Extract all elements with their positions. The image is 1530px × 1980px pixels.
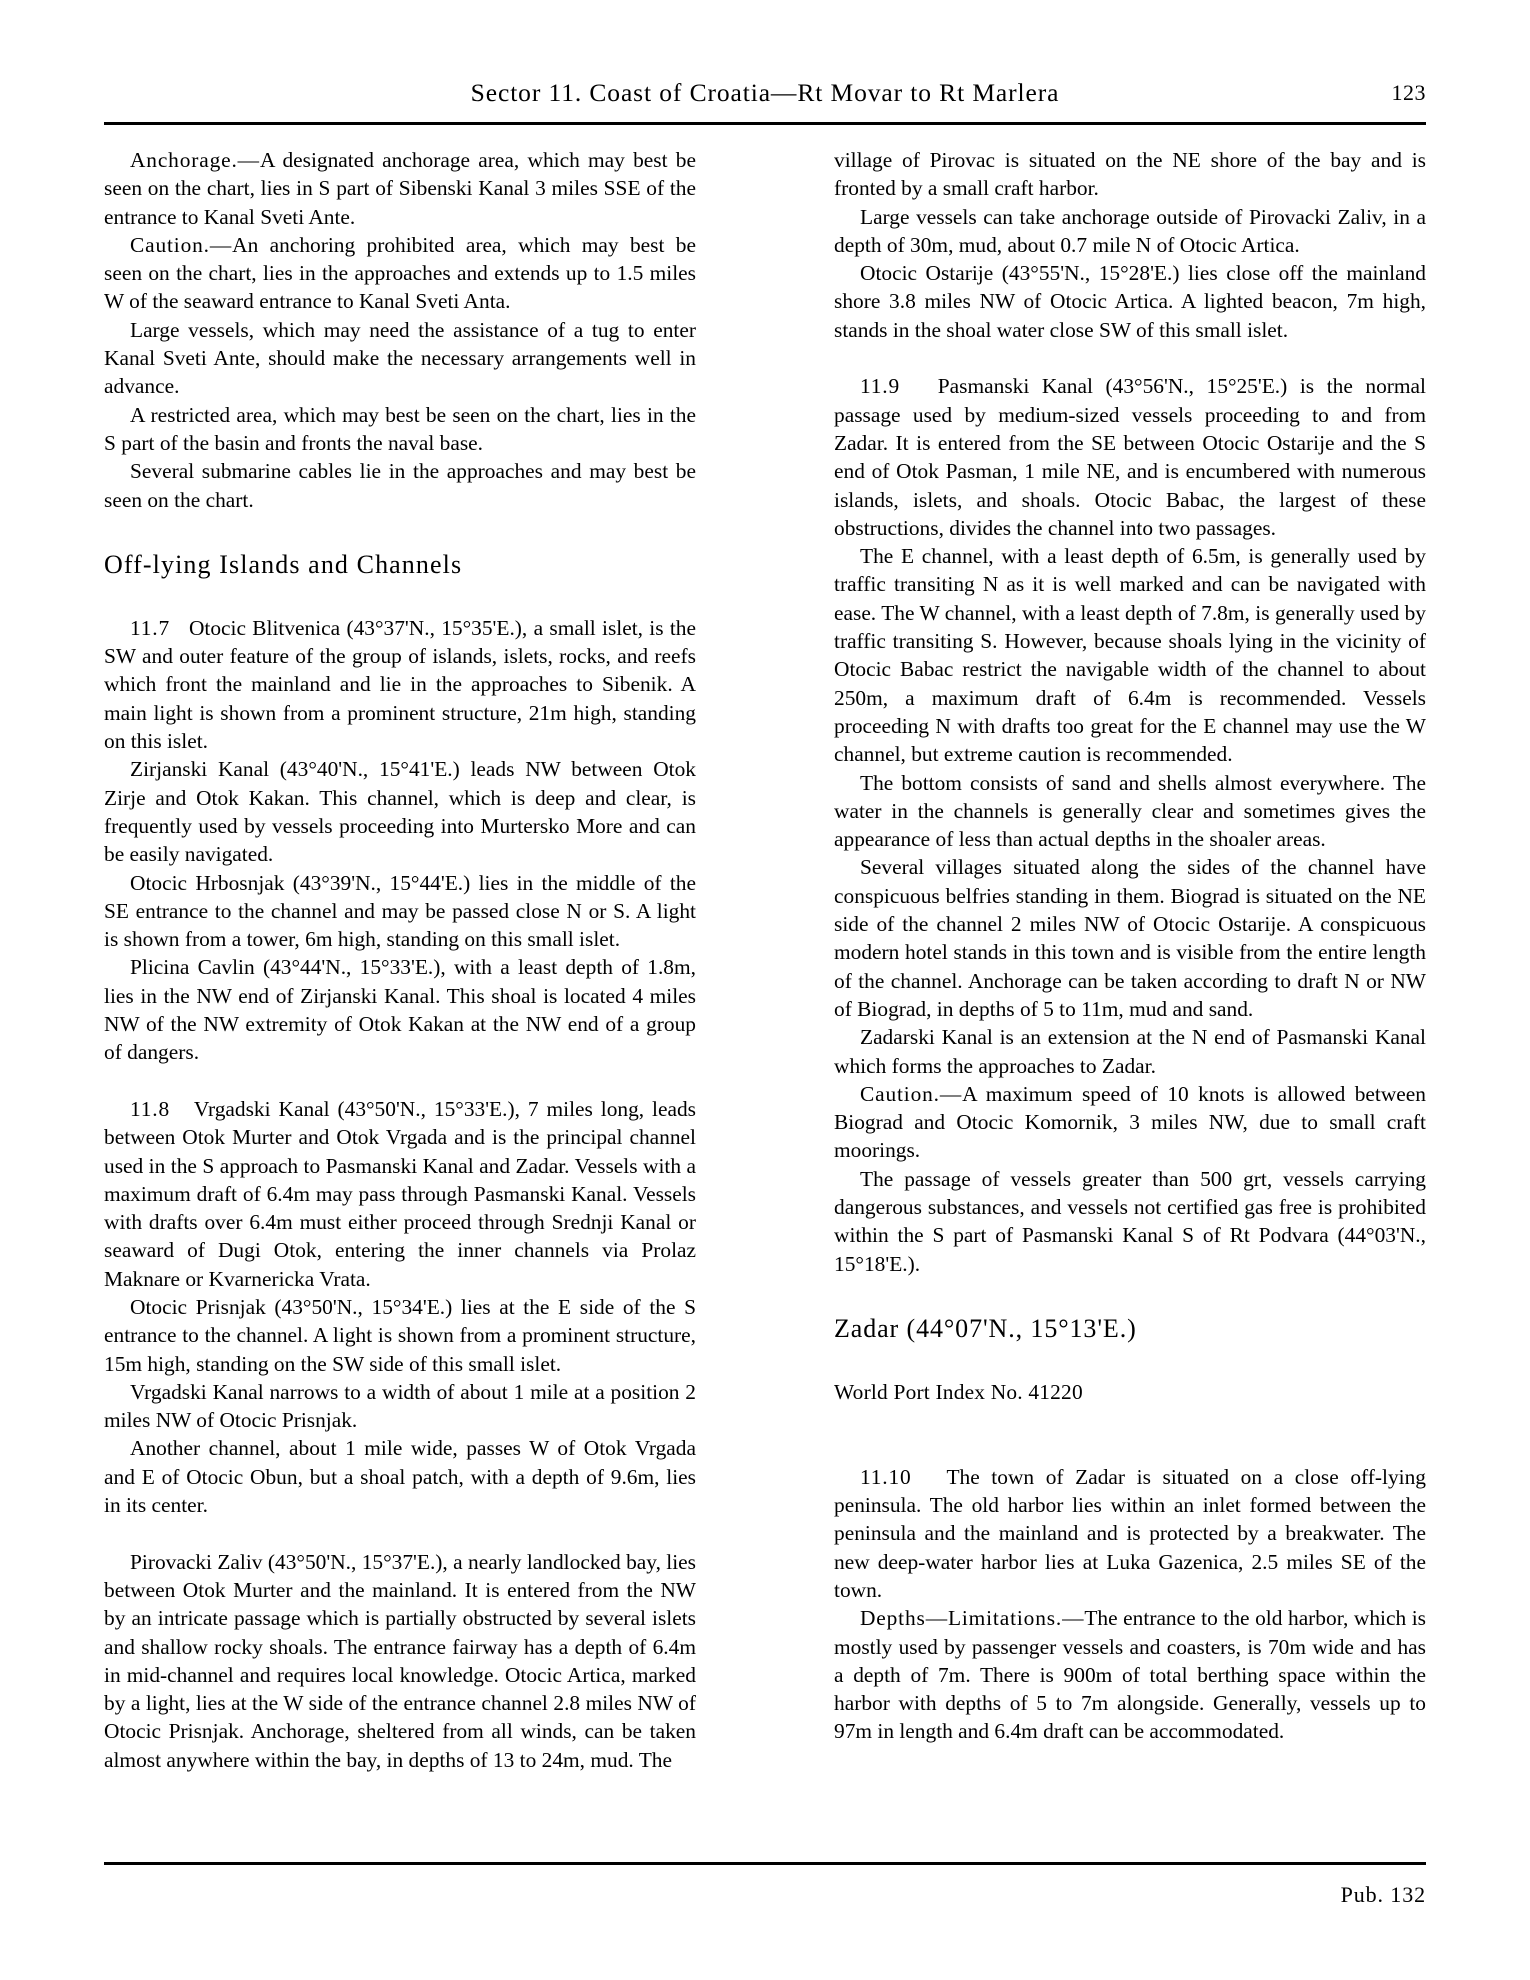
- paragraph-text: Zadarski Kanal is an extension at the N end of Pasmanski Kanal which forms the approaches to Zadar.: [834, 1025, 1426, 1078]
- body-columns: [104, 146, 1426, 1846]
- paragraph: [834, 1604, 1426, 1745]
- paragraph: [834, 372, 1426, 542]
- paragraph: [104, 231, 696, 316]
- paragraph: [104, 401, 696, 458]
- paragraph-number: 11.9: [860, 374, 901, 399]
- paragraph-text: Otocic Prisnjak (43°50'N., 15°34'E.) lies at the E side of the S entrance to the channel. A light is shown from a prominent structure, 15m high, standing on the SW side of this small islet.: [104, 1294, 696, 1376]
- header-rule: [104, 122, 1426, 125]
- right-column: [834, 146, 1426, 1846]
- paragraph: [104, 146, 696, 231]
- spacer: [834, 1346, 1426, 1378]
- paragraph-text: Vrgadski Kanal narrows to a width of about 1 mile at a position 2 miles NW of Otocic Prisnjak.: [104, 1379, 696, 1433]
- paragraph: [834, 1463, 1426, 1604]
- spacer: [104, 582, 696, 614]
- paragraph: [834, 853, 1426, 1023]
- paragraph: [834, 146, 1426, 203]
- paragraph-text: Several submarine cables lie in the approaches and may best be seen on the chart.: [104, 459, 696, 512]
- paragraph: [104, 1095, 696, 1293]
- paragraph-text: Large vessels can take anchorage outside of Pirovacki Zaliv, in a depth of 30m, mud, about 0.7 mile N of Otocic Artica.: [834, 204, 1426, 257]
- paragraph: [834, 203, 1426, 260]
- paragraph: [834, 769, 1426, 854]
- paragraph-text: A designated anchorage area, which may best be seen on the chart, lies in S part of Sibenski Kanal 3 miles SSE of the entrance to Kanal Sveti Ante.: [104, 148, 696, 229]
- port-heading: Zadar (44°07'N., 15°13'E.): [834, 1313, 1137, 1343]
- paragraph-text: A maximum speed of 10 knots is allowed between Biograd and Otocic Komornik, 3 miles NW, due to small craft moorings.: [834, 1081, 1426, 1163]
- paragraph: [104, 316, 696, 401]
- paragraph-text: Otocic Blitvenica (43°37'N., 15°35'E.), a small islet, is the SW and outer feature of the group of islands, islets, rocks, and reefs which front the mainland and lie in the approaches to Sibenik. A main light is shown from a prominent structure, 21m high, standing on this islet.: [104, 615, 696, 754]
- spacer: [104, 1067, 696, 1095]
- world-port-index: World Port Index No. 41220: [834, 1379, 1083, 1404]
- paragraph-leadin: Depths—Limitations.—: [860, 1606, 1085, 1631]
- paragraph: [834, 1080, 1426, 1165]
- paragraph: [104, 755, 696, 868]
- footer-publication: Pub. 132: [1340, 1882, 1426, 1907]
- paragraph: [834, 1023, 1426, 1080]
- paragraph-text: Zirjanski Kanal (43°40'N., 15°41'E.) leads NW between Otok Zirje and Otok Kakan. This channel, which is deep and clear, is frequently used by vessels proceeding into Murtersko More and can be easily navigated.: [104, 757, 696, 867]
- spacer: [834, 1434, 1426, 1462]
- spacer: [104, 514, 696, 548]
- paragraph: [104, 457, 696, 514]
- running-head: [104, 78, 1426, 120]
- paragraph-text: Otocic Hrbosnjak (43°39'N., 15°44'E.) lies in the middle of the SE entrance to the channel and may be passed close N or S. A light is shown from a tower, 6m high, standing on this small islet.: [104, 870, 696, 952]
- paragraph-number: 11.8: [130, 1096, 171, 1121]
- paragraph: [104, 614, 696, 755]
- paragraph-leadin: Caution.—: [860, 1081, 963, 1106]
- paragraph: [104, 1548, 696, 1774]
- paragraph-number: 11.7: [130, 615, 171, 640]
- paragraph-text: Large vessels, which may need the assistance of a tug to enter Kanal Sveti Ante, should make the necessary arrangements well in advance.: [104, 317, 696, 399]
- paragraph-text: A restricted area, which may best be seen on the chart, lies in the S part of the basin and fronts the naval base.: [104, 402, 696, 455]
- left-column: [104, 146, 696, 1846]
- paragraph-text: Vrgadski Kanal (43°50'N., 15°33'E.), 7 miles long, leads between Otok Murter and Otok Vrgada and is the principal channel used in the S approach to Pasmanski Kanal and Zadar. Vessels with a maximum draft of 6.4m may pass through Pasmanski Kanal. Vessels with drafts over 6.4m must either proceed through Srednji Kanal or seaward of Dugi Otok, entering the inner channels via Prolaz Maknare or Kvarnericka Vrata.: [104, 1096, 697, 1291]
- paragraph-text: The bottom consists of sand and shells almost everywhere. The water in the channels is generally clear and sometimes gives the appearance of less than actual depths in the shoaler areas.: [834, 770, 1426, 852]
- paragraph-text: Otocic Ostarije (43°55'N., 15°28'E.) lies close off the mainland shore 3.8 miles NW of Otocic Artica. A lighted beacon, 7m high, stands in the shoal water close SW of this small islet.: [834, 261, 1426, 342]
- paragraph: [834, 259, 1426, 344]
- paragraph-text: An anchoring prohibited area, which may best be seen on the chart, lies in the approaches and extends up to 1.5 miles W of the seaward entrance to Kanal Sveti Anta.: [104, 232, 696, 314]
- spacer: [104, 1519, 696, 1547]
- paragraph-text: The town of Zadar is situated on a close off-lying peninsula. The old harbor lies within an inlet formed between the peninsula and the mainland and is protected by a breakwater. The new deep-water harbor lies at Luka Gazenica, 2.5 miles SE of the town.: [834, 1464, 1426, 1602]
- paragraph: [834, 542, 1426, 768]
- paragraph-text: village of Pirovac is situated on the NE shore of the bay and is fronted by a small craft harbor.: [834, 148, 1426, 201]
- paragraph: [104, 869, 696, 954]
- paragraph-leadin: Anchorage.—: [130, 148, 260, 172]
- spacer: [834, 1278, 1426, 1312]
- paragraph: [104, 1378, 696, 1435]
- paragraph-text: The E channel, with a least depth of 6.5m, is generally used by traffic transiting N as it is well marked and can be navigated with ease. The W channel, with a least depth of 7.8m, is generally used by traffic transiting S. However, because shoals lying in the vicinity of Otocic Babac restrict the navigable width of the channel to about 250m, a maximum draft of 6.4m is recommended. Vessels proceeding N with drafts too great for the E channel may use the W channel, but extreme caution is recommended.: [834, 544, 1426, 767]
- paragraph-text: The passage of vessels greater than 500 grt, vessels carrying dangerous substances, and vessels not certified gas free is prohibited within the S part of Pasmanski Kanal S of Rt Podvara (44°03'N., 15°18'E.).: [834, 1166, 1426, 1276]
- paragraph: [104, 1293, 696, 1378]
- spacer: [834, 344, 1426, 372]
- paragraph-leadin: Caution.—: [130, 232, 233, 257]
- running-head-title: Sector 11. Coast of Croatia—Rt Movar to Rt Marlera: [470, 78, 1060, 107]
- paragraph: [104, 953, 696, 1066]
- page-number: 123: [1391, 80, 1426, 105]
- paragraph-text: Plicina Cavlin (43°44'N., 15°33'E.), with a least depth of 1.8m, lies in the NW end of Zirjanski Kanal. This shoal is located 4 miles NW of the NW extremity of Otok Kakan at the NW end of a group of dangers.: [104, 955, 696, 1065]
- paragraph-number: 11.10: [860, 1464, 912, 1489]
- paragraph-text: The entrance to the old harbor, which is mostly used by passenger vessels and coasters, is 70m wide and has a depth of 7m. There is 900m of total berthing space within the harbor with depths of 5 to 7m alongside. Generally, vessels up to 97m in length and 6.4m draft can be accommodated.: [834, 1606, 1426, 1744]
- paragraph-text: Pasmanski Kanal (43°56'N., 15°25'E.) is the normal passage used by medium-sized vessels proceeding to and from Zadar. It is entered from the SE between Otocic Ostarije and the S end of Otok Pasman, 1 mile NE, and is encumbered with numerous islands, islets, and shoals. Otocic Babac, the largest of these obstructions, divides the channel into two passages.: [834, 374, 1426, 540]
- paragraph-text: Pirovacki Zaliv (43°50'N., 15°37'E.), a nearly landlocked bay, lies between Otok Murter and the mainland. It is entered from the NW by an intricate passage which is partially obstructed by several islets and shallow rocky shoals. The entrance fairway has a depth of 6.4m in mid-channel and requires local knowledge. Otocic Artica, marked by a light, lies at the W side of the entrance channel 2.8 miles NW of Otocic Prisnjak. Anchorage, sheltered from all winds, can be taken almost anywhere within the bay, in depths of 13 to 24m, mud. The: [104, 1549, 696, 1772]
- paragraph: [104, 1434, 696, 1519]
- section-heading: Off-lying Islands and Channels: [104, 549, 463, 579]
- spacer: [834, 1406, 1426, 1434]
- paragraph-text: Several villages situated along the sides of the channel have conspicuous belfries standing in them. Biograd is situated on the NE side of the channel 2 miles NW of Otocic Ostarije. A conspicuous modern hotel stands in this town and is visible from the entire length of the channel. Anchorage can be taken according to draft N or NW of Biograd, in depths of 5 to 11m, mud and sand.: [834, 855, 1426, 1021]
- footer-rule: [104, 1862, 1426, 1865]
- paragraph: [834, 1165, 1426, 1278]
- paragraph-text: Another channel, about 1 mile wide, passes W of Otok Vrgada and E of Otocic Obun, but a shoal patch, with a depth of 9.6m, lies in its center.: [104, 1436, 696, 1518]
